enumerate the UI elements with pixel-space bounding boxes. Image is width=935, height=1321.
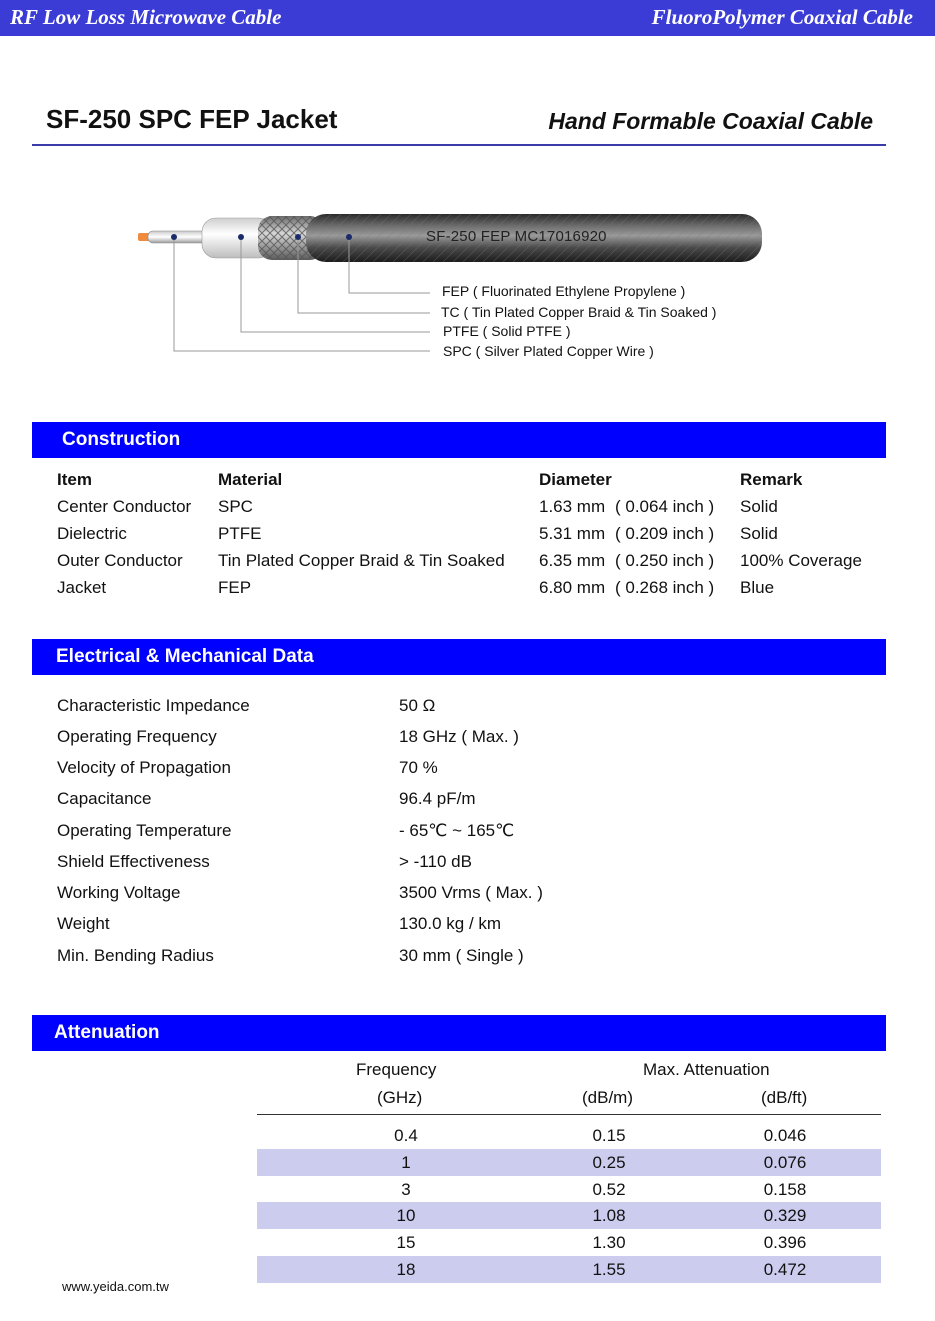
table-row — [257, 1229, 881, 1256]
table-header-row — [57, 470, 886, 497]
construction-header — [32, 422, 886, 458]
row-diameter-inch: ( 0.209 inch ) — [615, 524, 715, 543]
att-db-ft: 0.472 — [763, 1260, 807, 1279]
row-item: Jacket — [57, 578, 107, 597]
title-divider — [32, 144, 886, 146]
electrical-header — [32, 639, 886, 675]
spec-label: Characteristic Impedance — [57, 696, 250, 715]
row-item: Outer Conductor — [57, 551, 183, 570]
table-row — [257, 1149, 881, 1176]
row-diameter-mm: 6.80 mm — [539, 578, 606, 597]
att-db-ft: 0.396 — [763, 1233, 807, 1252]
spec-value: 30 mm ( Single ) — [399, 946, 524, 965]
spec-value: 50 Ω — [399, 696, 436, 715]
row-remark: Solid — [740, 497, 778, 516]
att-db-ft: 0.158 — [763, 1180, 807, 1199]
row-diameter-mm: 6.35 mm — [539, 551, 606, 570]
row-material: Tin Plated Copper Braid & Tin Soaked — [218, 551, 505, 570]
spec-value: 130.0 kg / km — [399, 914, 502, 933]
row-diameter-inch: ( 0.268 inch ) — [615, 578, 715, 597]
max-attenuation-header: Max. Attenuation — [643, 1060, 770, 1079]
banner-left-text: RF Low Loss Microwave Cable — [10, 5, 282, 29]
spec-label: Operating Frequency — [57, 727, 217, 746]
spec-label: Velocity of Propagation — [57, 758, 231, 777]
attenuation-header-rule — [257, 1114, 881, 1115]
table-row — [57, 497, 886, 524]
row-item: Center Conductor — [57, 497, 192, 516]
spec-value: 18 GHz ( Max. ) — [399, 727, 519, 746]
att-db-m: 1.08 — [592, 1206, 626, 1225]
spec-label: Min. Bending Radius — [57, 946, 214, 965]
spec-label: Operating Temperature — [57, 821, 232, 840]
top-banner — [0, 0, 935, 36]
att-db-m: 1.55 — [592, 1260, 626, 1279]
att-db-ft: 0.329 — [763, 1206, 807, 1225]
frequency-header: Frequency — [356, 1060, 437, 1079]
table-row — [257, 1122, 881, 1149]
row-material: FEP — [218, 578, 252, 597]
callout-ptfe: PTFE ( Solid PTFE ) — [443, 323, 571, 339]
construction-heading: Construction — [62, 429, 181, 450]
row-remark: 100% Coverage — [740, 551, 862, 570]
table-row — [57, 524, 886, 551]
jacket-print-text: SF-250 FEP MC17016920 — [426, 228, 607, 245]
table-row — [257, 1176, 881, 1203]
callout-fep: FEP ( Fluorinated Ethylene Propylene ) — [442, 283, 686, 299]
spec-label: Weight — [57, 914, 110, 933]
product-title: SF-250 SPC FEP Jacket — [46, 104, 338, 134]
col-material: Material — [218, 470, 283, 489]
attenuation-heading: Attenuation — [54, 1022, 160, 1043]
table-row — [57, 551, 886, 578]
product-subtitle: Hand Formable Coaxial Cable — [548, 108, 873, 134]
attenuation-header — [32, 1015, 886, 1051]
att-frequency: 3 — [401, 1180, 411, 1199]
row-diameter-mm: 5.31 mm — [539, 524, 606, 543]
att-db-m: 0.52 — [592, 1180, 626, 1199]
banner-right-text: FluoroPolymer Coaxial Cable — [651, 5, 913, 29]
att-frequency: 0.4 — [394, 1126, 418, 1145]
att-db-m: 0.15 — [592, 1126, 626, 1145]
spec-label: Working Voltage — [57, 883, 181, 902]
table-row — [57, 578, 886, 605]
footer-url[interactable]: www.yeida.com.tw — [62, 1279, 169, 1294]
spec-value: 3500 Vrms ( Max. ) — [399, 883, 543, 902]
spec-value: > -110 dB — [399, 852, 472, 871]
spec-label: Capacitance — [57, 789, 152, 808]
electrical-heading: Electrical & Mechanical Data — [56, 646, 314, 667]
callout-tc: TC ( Tin Plated Copper Braid & Tin Soaked ) — [441, 304, 717, 320]
att-db-m: 1.30 — [592, 1233, 626, 1252]
att-frequency: 1 — [401, 1153, 411, 1172]
unit-db-per-ft: (dB/ft) — [761, 1088, 808, 1107]
att-db-m: 0.25 — [592, 1153, 626, 1172]
unit-db-per-m: (dB/m) — [582, 1088, 633, 1107]
row-material: SPC — [218, 497, 253, 516]
callout-spc: SPC ( Silver Plated Copper Wire ) — [443, 343, 654, 359]
spec-value: 96.4 pF/m — [399, 789, 476, 808]
att-frequency: 10 — [396, 1206, 416, 1225]
table-row — [257, 1256, 881, 1283]
row-diameter-mm: 1.63 mm — [539, 497, 606, 516]
col-diameter: Diameter — [539, 470, 612, 489]
row-diameter-inch: ( 0.064 inch ) — [615, 497, 715, 516]
table-row — [257, 1202, 881, 1229]
spec-value: - 65℃ ~ 165℃ — [399, 821, 515, 840]
col-item: Item — [57, 470, 92, 489]
att-frequency: 15 — [396, 1233, 416, 1252]
center-conductor — [148, 231, 210, 243]
frequency-unit: (GHz) — [377, 1088, 423, 1107]
row-remark: Solid — [740, 524, 778, 543]
row-item: Dielectric — [57, 524, 127, 543]
row-diameter-inch: ( 0.250 inch ) — [615, 551, 715, 570]
row-remark: Blue — [740, 578, 775, 597]
col-remark: Remark — [740, 470, 803, 489]
att-frequency: 18 — [396, 1260, 416, 1279]
spec-label: Shield Effectiveness — [57, 852, 210, 871]
spec-value: 70 % — [399, 758, 438, 777]
cable-diagram — [130, 205, 770, 370]
att-db-ft: 0.076 — [763, 1153, 807, 1172]
att-db-ft: 0.046 — [763, 1126, 807, 1145]
row-material: PTFE — [218, 524, 262, 543]
